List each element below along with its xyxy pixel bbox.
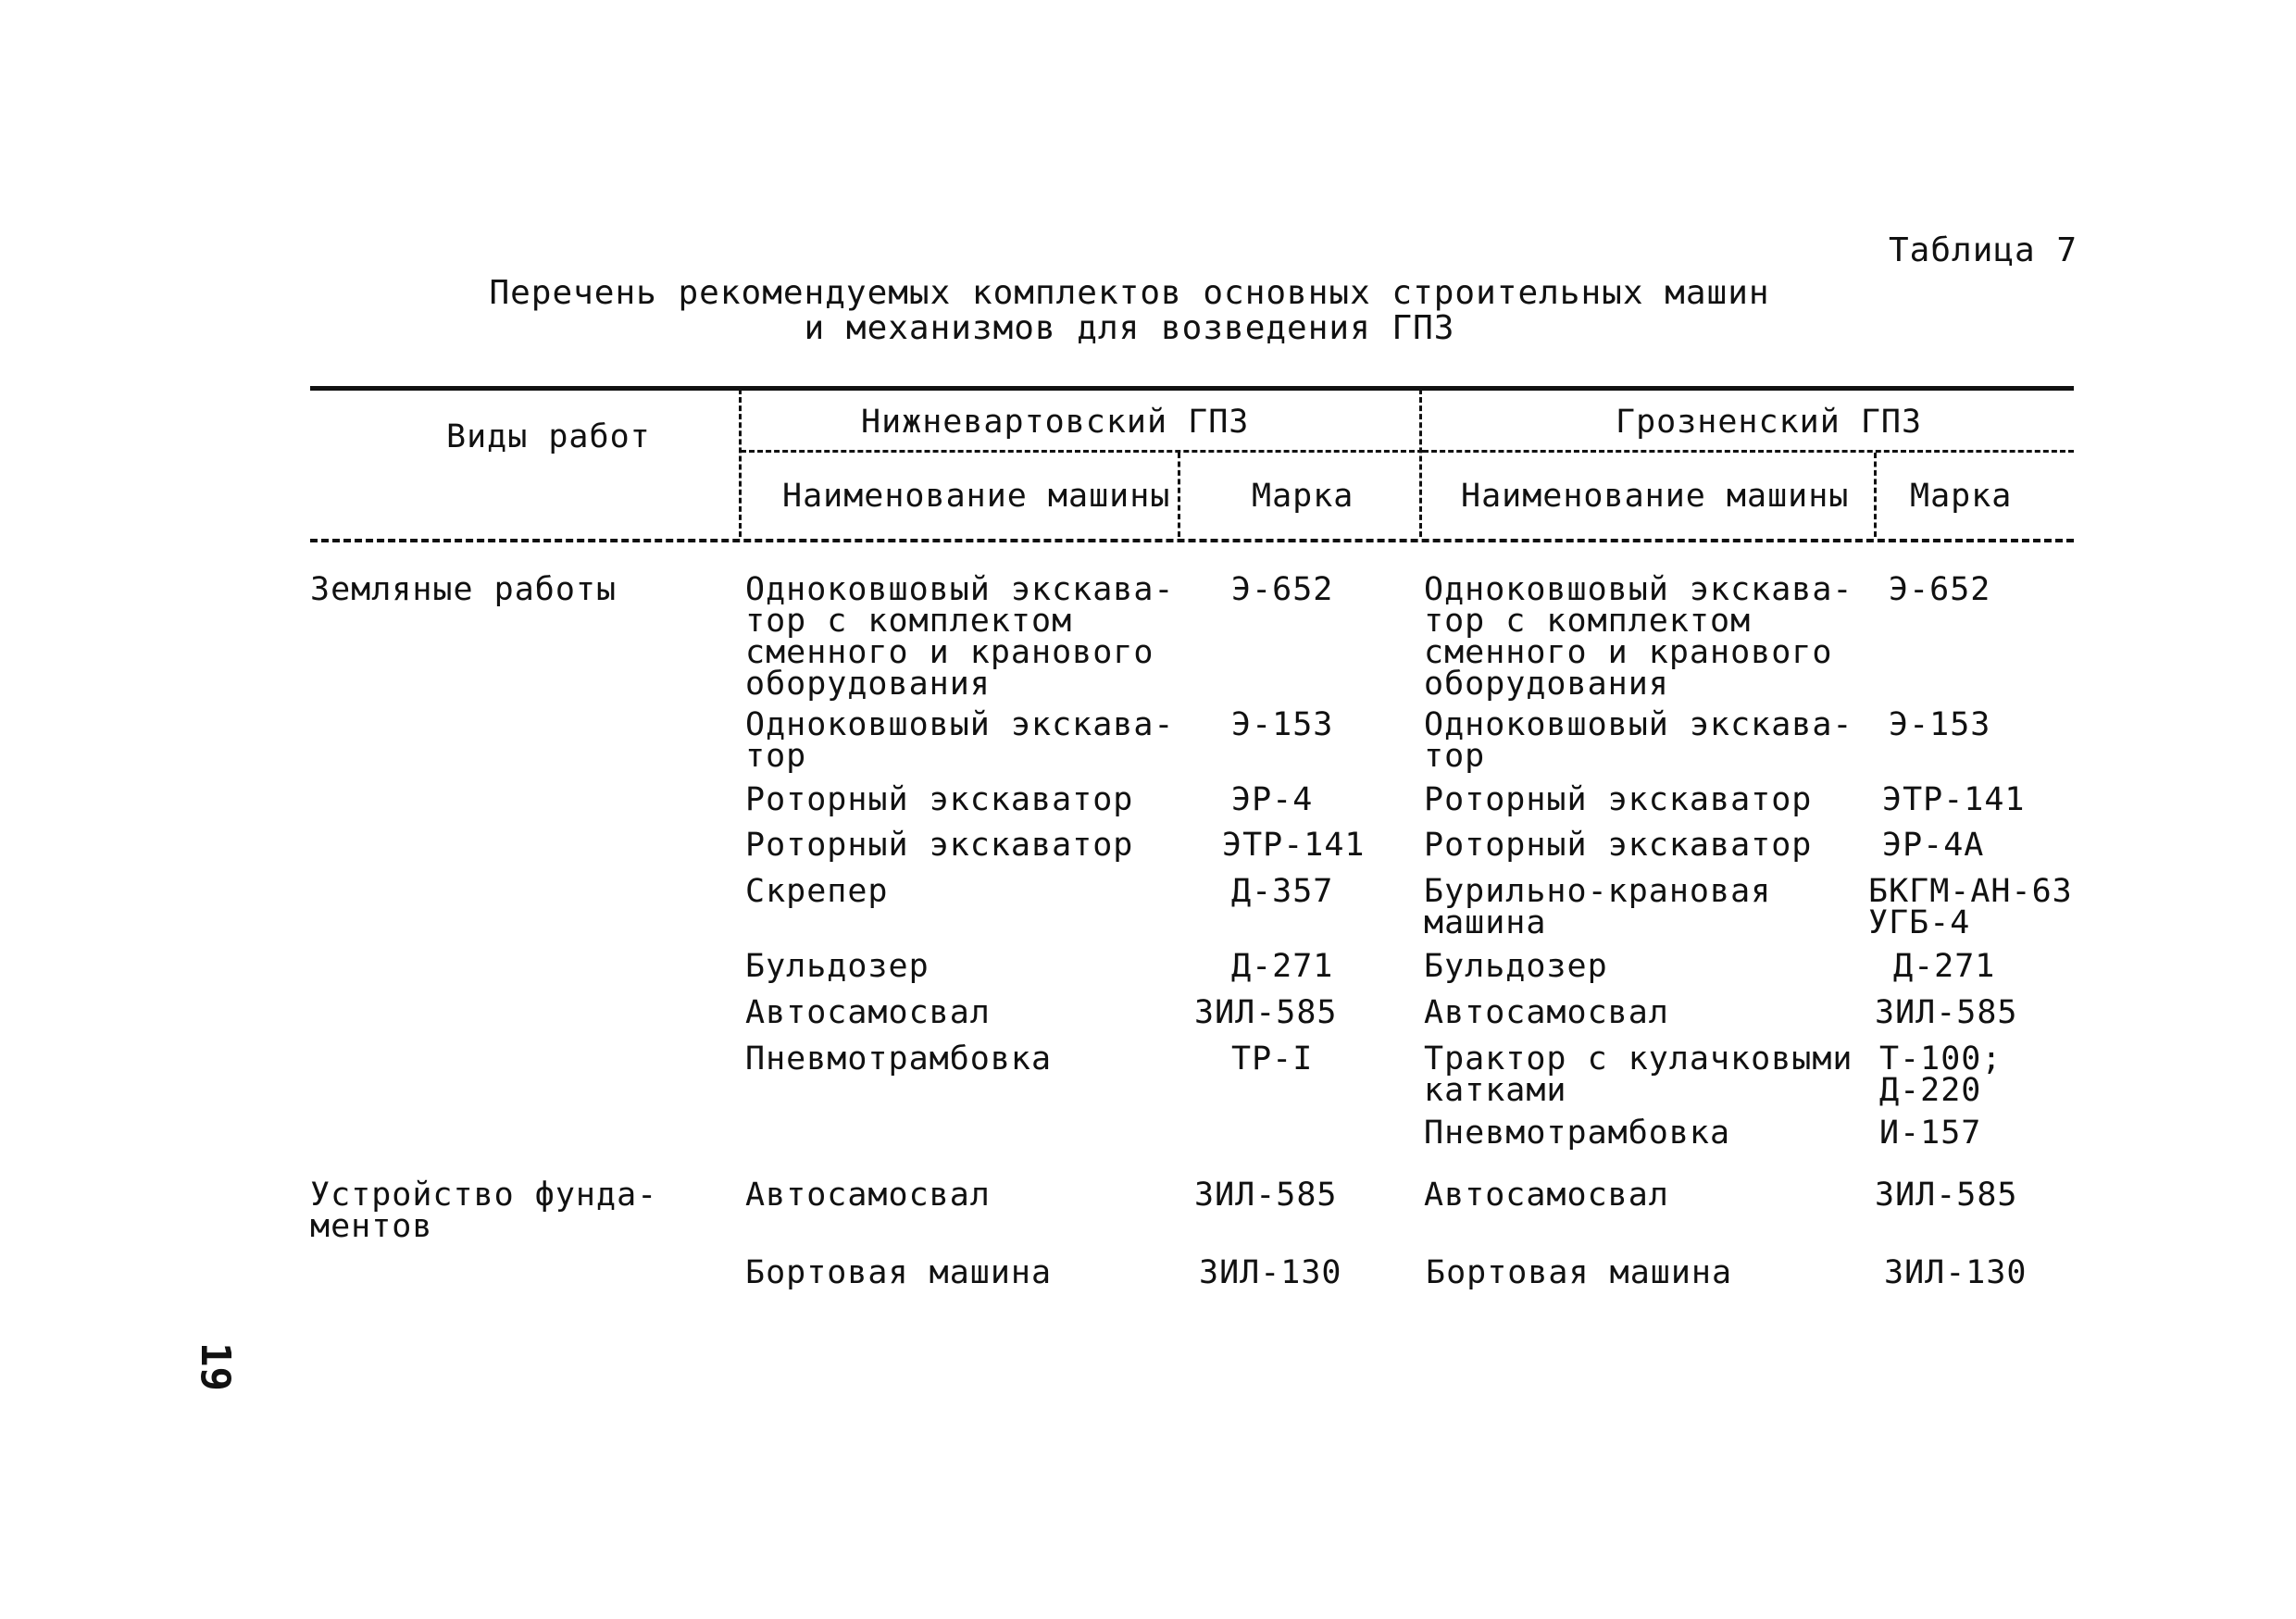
- header-machine-name: Наименование машины: [782, 478, 1171, 515]
- machine-brand: Э-652: [1889, 571, 1991, 608]
- machine-name: Одноковшовый экскава- тор: [1424, 706, 1853, 775]
- machine-name: Роторный экскаватор: [745, 827, 1134, 864]
- column-divider: [1178, 453, 1180, 537]
- machine-name: Пневмотрамбовка: [1424, 1115, 1731, 1152]
- table-label: Таблица 7: [1889, 231, 2078, 269]
- group2-divider: [1423, 450, 2074, 453]
- machine-brand: ЭТР-141: [1882, 781, 2026, 818]
- header-works: Виды работ: [446, 418, 651, 455]
- machine-brand: ТР-I: [1231, 1040, 1314, 1077]
- machine-brand: ЗИЛ-585: [1875, 994, 2018, 1031]
- machine-name: Бульдозер: [1424, 948, 1608, 985]
- machine-brand: Д-357: [1231, 873, 1334, 910]
- group1-divider: [741, 450, 1423, 453]
- machine-brand: Э-153: [1889, 706, 1991, 743]
- machine-name: Автосамосвал: [745, 1177, 991, 1214]
- machine-brand: ЗИЛ-130: [1199, 1254, 1342, 1291]
- machine-brand: И-157: [1879, 1115, 1982, 1152]
- table-title-line2: и механизмов для возведения ГПЗ: [804, 309, 1455, 347]
- machine-brand: Д-271: [1893, 948, 1996, 985]
- machine-brand: БКГМ-АН-63 УГБ-4: [1868, 873, 2073, 941]
- machine-name: Одноковшовый экскава- тор с комплектом сменного и кранового оборудования: [745, 571, 1175, 703]
- column-divider: [1874, 453, 1877, 537]
- machine-name: Бульдозер: [745, 948, 930, 985]
- machine-brand: ЭТР-141: [1222, 827, 1366, 864]
- machine-brand: ЭР-4А: [1882, 827, 1985, 864]
- machine-name: Роторный экскаватор: [745, 781, 1134, 818]
- machine-name: Скрепер: [745, 873, 889, 910]
- column-divider: [1419, 389, 1422, 537]
- header-bottom-rule: [310, 539, 2074, 542]
- machine-name: Автосамосвал: [1424, 994, 1669, 1031]
- header-brand: Марка: [1252, 478, 1354, 515]
- column-divider: [739, 389, 742, 537]
- machine-brand: Т-100; Д-220: [1879, 1040, 2003, 1109]
- machine-name: Одноковшовый экскава- тор с комплектом сменного и кранового оборудования: [1424, 571, 1853, 703]
- machine-name: Автосамосвал: [1424, 1177, 1669, 1214]
- machine-brand: ЭР-4: [1231, 781, 1314, 818]
- machine-brand: ЗИЛ-585: [1875, 1177, 2018, 1214]
- header-group-nizhnevartovsk: Нижневартовский ГПЗ: [861, 404, 1250, 441]
- table-top-rule: [310, 386, 2074, 391]
- machine-name: Одноковшовый экскава- тор: [745, 706, 1175, 775]
- machine-name: Пневмотрамбовка: [745, 1040, 1053, 1077]
- machine-name: Роторный экскаватор: [1424, 781, 1813, 818]
- machine-name: Бурильно-крановая машина: [1424, 873, 1772, 941]
- machine-brand: Э-652: [1231, 571, 1334, 608]
- machine-brand: ЗИЛ-585: [1194, 1177, 1338, 1214]
- machine-brand: ЗИЛ-130: [1884, 1254, 2028, 1291]
- works-section: Устройство фунда- ментов: [310, 1177, 658, 1245]
- machine-name: Автосамосвал: [745, 994, 991, 1031]
- machine-name: Трактор с кулачковыми катками: [1424, 1040, 1853, 1109]
- header-brand: Марка: [1910, 478, 2013, 515]
- machine-brand: Э-153: [1231, 706, 1334, 743]
- works-section: Земляные работы: [310, 571, 618, 608]
- header-machine-name: Наименование машины: [1461, 478, 1850, 515]
- machine-name: Бортовая машина: [745, 1254, 1053, 1291]
- machine-brand: Д-271: [1231, 948, 1334, 985]
- machine-brand: ЗИЛ-585: [1194, 994, 1338, 1031]
- page-number: 19: [192, 1342, 239, 1391]
- table-title-line1: Перечень рекомендуемых комплектов основных строительных машин: [489, 274, 1770, 312]
- machine-name: Бортовая машина: [1426, 1254, 1733, 1291]
- header-group-grozny: Грозненский ГПЗ: [1616, 404, 1923, 441]
- machine-name: Роторный экскаватор: [1424, 827, 1813, 864]
